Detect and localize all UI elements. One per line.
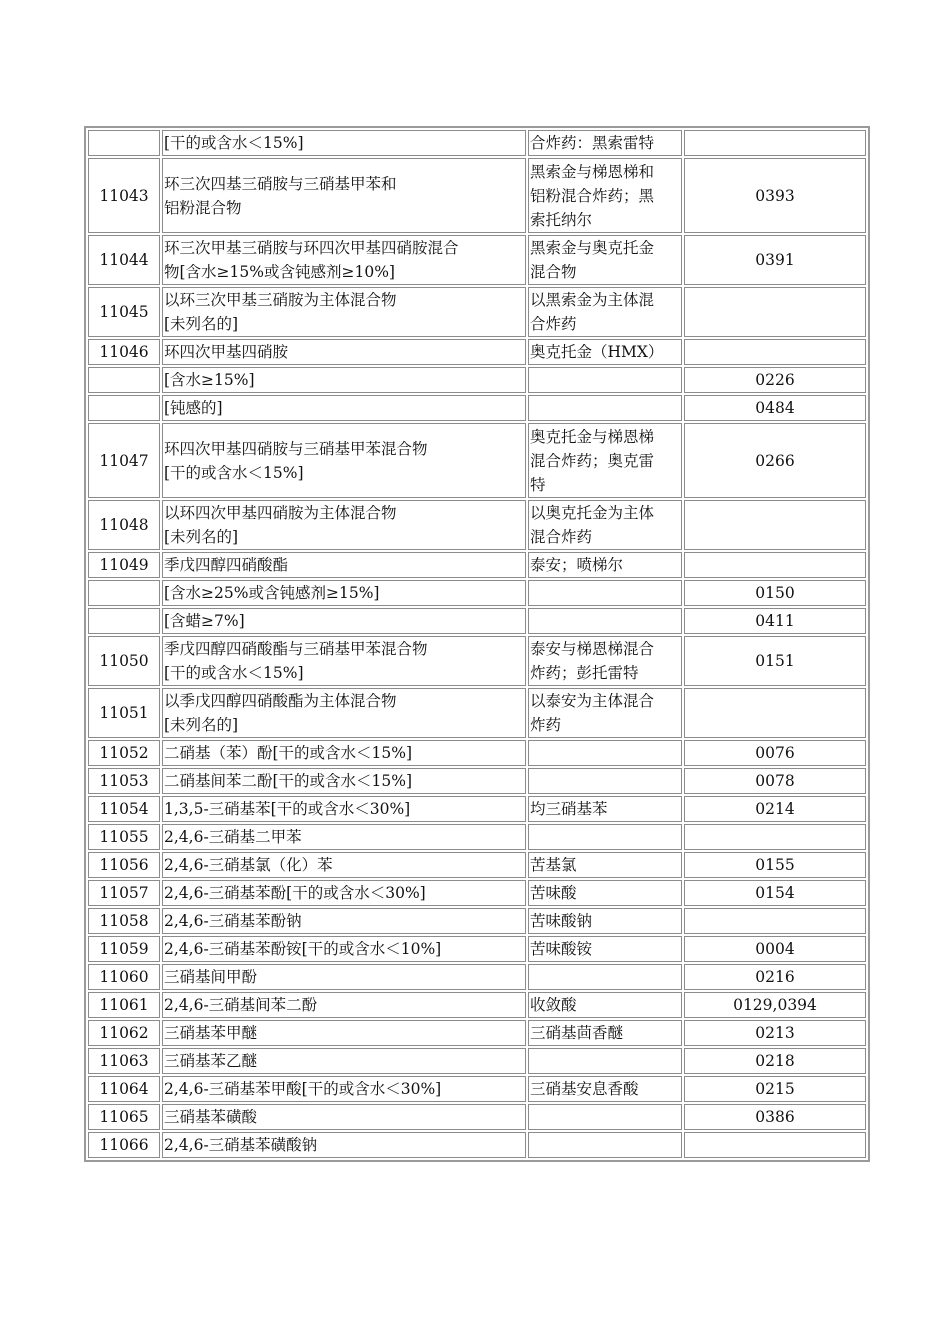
table-row xyxy=(88,552,866,578)
num-text: 11058 xyxy=(99,912,149,930)
alias-name-cell xyxy=(528,235,682,285)
alias-name-cell xyxy=(528,740,682,766)
alias-name-cell xyxy=(528,339,682,365)
product-name-cell xyxy=(162,423,526,498)
un-code-cell xyxy=(684,1048,866,1074)
table-row xyxy=(88,768,866,794)
table-row xyxy=(88,130,866,156)
item-number-cell xyxy=(88,1048,160,1074)
item-number-cell xyxy=(88,796,160,822)
num-text: 11054 xyxy=(99,800,149,818)
name-text-line: 铝粉混合物 xyxy=(164,198,242,217)
alias-text-line: 索托纳尔 xyxy=(530,210,593,229)
item-number-cell xyxy=(88,339,160,365)
un-code-cell xyxy=(684,580,866,606)
alias-text-line: 以泰安为主体混合 xyxy=(530,692,655,710)
item-number-cell xyxy=(88,852,160,878)
name-text-line: 2,4,6-三硝基苯磺酸钠 xyxy=(164,1136,318,1154)
code-text: 0155 xyxy=(755,856,795,874)
table-row xyxy=(88,1048,866,1074)
alias-text-line: 三硝基茴香醚 xyxy=(530,1024,624,1042)
product-name-cell xyxy=(162,636,526,686)
un-code-cell xyxy=(684,964,866,990)
alias-name-cell xyxy=(528,880,682,906)
product-name-cell xyxy=(162,367,526,393)
code-text: 0078 xyxy=(755,772,795,790)
item-number-cell xyxy=(88,130,160,156)
alias-text-line: 特 xyxy=(530,475,546,494)
item-number-cell xyxy=(88,608,160,634)
product-name-cell xyxy=(162,1076,526,1102)
item-number-cell xyxy=(88,235,160,285)
alias-text-line: 苦基氯 xyxy=(530,856,577,874)
name-text-line: 季戊四醇四硝酸酯与三硝基甲苯混合物 xyxy=(164,640,428,658)
item-number-cell xyxy=(88,552,160,578)
product-name-cell xyxy=(162,936,526,962)
item-number-cell xyxy=(88,636,160,686)
alias-text-line: 以奥克托金为主体 xyxy=(530,504,655,522)
table-row xyxy=(88,796,866,822)
table-row xyxy=(88,339,866,365)
table-row xyxy=(88,500,866,550)
un-code-cell xyxy=(684,552,866,578)
un-code-cell xyxy=(684,1104,866,1130)
table-row xyxy=(88,1132,866,1158)
name-text-line: 环三次四基三硝胺与三硝基甲苯和 xyxy=(164,174,397,193)
code-text: 0214 xyxy=(755,800,795,818)
alias-text-line: 黑索金与奥克托金 xyxy=(530,239,655,257)
item-number-cell xyxy=(88,688,160,738)
un-code-cell xyxy=(684,1076,866,1102)
item-number-cell xyxy=(88,287,160,337)
code-text: 0215 xyxy=(755,1080,795,1098)
alias-name-cell xyxy=(528,367,682,393)
product-name-cell xyxy=(162,500,526,550)
alias-name-cell xyxy=(528,1132,682,1158)
alias-text-line: 苦味酸钠 xyxy=(530,912,593,930)
un-code-cell xyxy=(684,423,866,498)
table-row xyxy=(88,1076,866,1102)
un-code-cell xyxy=(684,1132,866,1158)
product-name-cell xyxy=(162,908,526,934)
item-number-cell xyxy=(88,768,160,794)
table-row xyxy=(88,880,866,906)
name-text-line: 三硝基间甲酚 xyxy=(164,968,258,986)
table-row xyxy=(88,158,866,233)
name-text-line: 2,4,6-三硝基苯甲酸[干的或含水＜30%] xyxy=(164,1080,442,1098)
alias-name-cell xyxy=(528,580,682,606)
alias-text-line: 泰安与梯恩梯混合 xyxy=(530,640,655,658)
table-row xyxy=(88,852,866,878)
alias-text-line: 泰安；喷梯尔 xyxy=(530,556,624,574)
num-text: 11050 xyxy=(99,652,149,670)
table-row xyxy=(88,580,866,606)
code-text: 0226 xyxy=(755,371,795,389)
table-row xyxy=(88,367,866,393)
code-text: 0004 xyxy=(755,940,795,958)
name-text-line: 物[含水≥15%或含钝感剂≥10%] xyxy=(164,263,395,281)
item-number-cell xyxy=(88,1104,160,1130)
name-text-line: [未列名的] xyxy=(164,716,239,734)
num-text: 11061 xyxy=(99,996,149,1014)
alias-name-cell xyxy=(528,936,682,962)
alias-text-line: 混合炸药；奥克雷 xyxy=(530,451,655,470)
table-body xyxy=(88,130,866,1158)
alias-name-cell xyxy=(528,1020,682,1046)
code-text: 0266 xyxy=(755,451,795,470)
name-text-line: [含蜡≥7%] xyxy=(164,612,245,630)
product-name-cell xyxy=(162,796,526,822)
name-text-line: 环四次甲基四硝胺与三硝基甲苯混合物 xyxy=(164,439,428,458)
name-text-line: 以季戊四醇四硝酸酯为主体混合物 xyxy=(164,692,397,710)
product-name-cell xyxy=(162,339,526,365)
table-row xyxy=(88,636,866,686)
code-text: 0393 xyxy=(755,186,795,205)
num-text: 11044 xyxy=(99,251,149,269)
alias-name-cell xyxy=(528,688,682,738)
table-row xyxy=(88,908,866,934)
name-text-line: [含水≥25%或含钝感剂≥15%] xyxy=(164,584,380,602)
alias-name-cell xyxy=(528,824,682,850)
code-text: 0154 xyxy=(755,884,795,902)
alias-name-cell xyxy=(528,908,682,934)
un-code-cell xyxy=(684,1020,866,1046)
product-name-cell xyxy=(162,130,526,156)
product-name-cell xyxy=(162,1048,526,1074)
num-text: 11049 xyxy=(99,556,149,574)
name-text-line: 以环四次甲基四硝胺为主体混合物 xyxy=(164,504,397,522)
num-text: 11066 xyxy=(99,1136,149,1154)
table-row xyxy=(88,287,866,337)
num-text: 11062 xyxy=(99,1024,149,1042)
item-number-cell xyxy=(88,740,160,766)
alias-text-line: 炸药 xyxy=(530,716,562,734)
item-number-cell xyxy=(88,908,160,934)
un-code-cell xyxy=(684,158,866,233)
alias-text-line: 炸药；彭托雷特 xyxy=(530,664,639,682)
item-number-cell xyxy=(88,158,160,233)
product-name-cell xyxy=(162,235,526,285)
alias-text-line: 奥克托金（HMX） xyxy=(530,343,664,361)
item-number-cell xyxy=(88,824,160,850)
alias-name-cell xyxy=(528,287,682,337)
num-text: 11063 xyxy=(99,1052,149,1070)
product-name-cell xyxy=(162,688,526,738)
num-text: 11065 xyxy=(99,1108,149,1126)
code-text: 0391 xyxy=(755,251,795,269)
name-text-line: 2,4,6-三硝基间苯二酚 xyxy=(164,996,318,1014)
alias-text-line: 混合物 xyxy=(530,263,577,281)
code-text: 0218 xyxy=(755,1052,795,1070)
name-text-line: 2,4,6-三硝基二甲苯 xyxy=(164,828,302,846)
product-name-cell xyxy=(162,287,526,337)
item-number-cell xyxy=(88,395,160,421)
alias-text-line: 混合炸药 xyxy=(530,528,593,546)
num-text: 11052 xyxy=(99,744,149,762)
table-row xyxy=(88,395,866,421)
name-text-line: 三硝基苯甲醚 xyxy=(164,1024,258,1042)
code-text: 0076 xyxy=(755,744,795,762)
product-name-cell xyxy=(162,1020,526,1046)
alias-name-cell xyxy=(528,636,682,686)
code-text: 0129,0394 xyxy=(733,996,817,1014)
item-number-cell xyxy=(88,936,160,962)
item-number-cell xyxy=(88,880,160,906)
num-text: 11046 xyxy=(99,343,149,361)
item-number-cell xyxy=(88,580,160,606)
alias-name-cell xyxy=(528,500,682,550)
item-number-cell xyxy=(88,1076,160,1102)
un-code-cell xyxy=(684,880,866,906)
num-text: 11047 xyxy=(99,451,149,470)
num-text: 11064 xyxy=(99,1080,149,1098)
num-text: 11055 xyxy=(99,828,149,846)
product-name-cell xyxy=(162,824,526,850)
dangerous-goods-table xyxy=(84,126,870,1162)
name-text-line: 环三次甲基三硝胺与环四次甲基四硝胺混合 xyxy=(164,239,459,257)
table-row xyxy=(88,740,866,766)
alias-name-cell xyxy=(528,158,682,233)
alias-name-cell xyxy=(528,423,682,498)
product-name-cell xyxy=(162,992,526,1018)
alias-text-line: 均三硝基苯 xyxy=(530,800,608,818)
alias-name-cell xyxy=(528,130,682,156)
alias-name-cell xyxy=(528,395,682,421)
num-text: 11059 xyxy=(99,940,149,958)
alias-name-cell xyxy=(528,964,682,990)
name-text-line: 2,4,6-三硝基苯酚钠 xyxy=(164,912,302,930)
alias-name-cell xyxy=(528,992,682,1018)
name-text-line: 以环三次甲基三硝胺为主体混合物 xyxy=(164,291,397,309)
alias-name-cell xyxy=(528,1048,682,1074)
product-name-cell xyxy=(162,608,526,634)
alias-name-cell xyxy=(528,1104,682,1130)
name-text-line: 2,4,6-三硝基苯酚[干的或含水＜30%] xyxy=(164,884,426,902)
un-code-cell xyxy=(684,636,866,686)
item-number-cell xyxy=(88,1020,160,1046)
num-text: 11045 xyxy=(99,303,149,321)
table-row xyxy=(88,235,866,285)
code-text: 0484 xyxy=(755,399,795,417)
num-text: 11053 xyxy=(99,772,149,790)
name-text-line: 三硝基苯磺酸 xyxy=(164,1108,258,1126)
un-code-cell xyxy=(684,367,866,393)
item-number-cell xyxy=(88,367,160,393)
name-text-line: 季戊四醇四硝酸酯 xyxy=(164,556,289,574)
code-text: 0386 xyxy=(755,1108,795,1126)
document-page xyxy=(84,126,864,1162)
num-text: 11043 xyxy=(99,186,149,205)
alias-name-cell xyxy=(528,552,682,578)
item-number-cell xyxy=(88,964,160,990)
table-row xyxy=(88,608,866,634)
alias-name-cell xyxy=(528,796,682,822)
product-name-cell xyxy=(162,1104,526,1130)
un-code-cell xyxy=(684,608,866,634)
un-code-cell xyxy=(684,796,866,822)
table-row xyxy=(88,423,866,498)
alias-text-line: 苦味酸铵 xyxy=(530,940,593,958)
un-code-cell xyxy=(684,500,866,550)
un-code-cell xyxy=(684,235,866,285)
alias-text-line: 三硝基安息香酸 xyxy=(530,1080,639,1098)
product-name-cell xyxy=(162,580,526,606)
name-text-line: 三硝基苯乙醚 xyxy=(164,1052,258,1070)
name-text-line: 2,4,6-三硝基氯（化）苯 xyxy=(164,856,333,874)
un-code-cell xyxy=(684,936,866,962)
product-name-cell xyxy=(162,395,526,421)
product-name-cell xyxy=(162,852,526,878)
name-text-line: [未列名的] xyxy=(164,528,239,546)
name-text-line: [干的或含水＜15%] xyxy=(164,463,304,482)
name-text-line: 二硝基（苯）酚[干的或含水＜15%] xyxy=(164,744,413,762)
un-code-cell xyxy=(684,740,866,766)
un-code-cell xyxy=(684,992,866,1018)
product-name-cell xyxy=(162,1132,526,1158)
alias-text-line: 苦味酸 xyxy=(530,884,577,902)
table-row xyxy=(88,824,866,850)
name-text-line: [干的或含水＜15%] xyxy=(164,134,304,152)
alias-text-line: 以黑索金为主体混 xyxy=(530,291,655,309)
name-text-line: 环四次甲基四硝胺 xyxy=(164,343,289,361)
un-code-cell xyxy=(684,908,866,934)
product-name-cell xyxy=(162,552,526,578)
alias-text-line: 合炸药：黑索雷特 xyxy=(530,134,655,152)
name-text-line: [钝感的] xyxy=(164,399,223,417)
item-number-cell xyxy=(88,992,160,1018)
table-row xyxy=(88,1104,866,1130)
product-name-cell xyxy=(162,740,526,766)
un-code-cell xyxy=(684,130,866,156)
code-text: 0411 xyxy=(755,612,795,630)
alias-name-cell xyxy=(528,852,682,878)
name-text-line: [未列名的] xyxy=(164,315,239,333)
alias-text-line: 铝粉混合炸药；黑 xyxy=(530,186,655,205)
alias-text-line: 合炸药 xyxy=(530,315,577,333)
num-text: 11048 xyxy=(99,516,149,534)
product-name-cell xyxy=(162,768,526,794)
code-text: 0216 xyxy=(755,968,795,986)
alias-text-line: 黑索金与梯恩梯和 xyxy=(530,162,655,181)
un-code-cell xyxy=(684,768,866,794)
item-number-cell xyxy=(88,423,160,498)
table-row xyxy=(88,1020,866,1046)
name-text-line: [含水≥15%] xyxy=(164,371,255,389)
item-number-cell xyxy=(88,500,160,550)
alias-text-line: 奥克托金与梯恩梯 xyxy=(530,427,655,446)
name-text-line: 二硝基间苯二酚[干的或含水＜15%] xyxy=(164,772,413,790)
item-number-cell xyxy=(88,1132,160,1158)
un-code-cell xyxy=(684,287,866,337)
name-text-line: 2,4,6-三硝基苯酚铵[干的或含水＜10%] xyxy=(164,940,442,958)
un-code-cell xyxy=(684,852,866,878)
alias-name-cell xyxy=(528,768,682,794)
un-code-cell xyxy=(684,688,866,738)
name-text-line: 1,3,5-三硝基苯[干的或含水＜30%] xyxy=(164,800,411,818)
product-name-cell xyxy=(162,880,526,906)
table-row xyxy=(88,964,866,990)
table-row xyxy=(88,688,866,738)
code-text: 0151 xyxy=(755,652,795,670)
num-text: 11057 xyxy=(99,884,149,902)
un-code-cell xyxy=(684,824,866,850)
code-text: 0150 xyxy=(755,584,795,602)
un-code-cell xyxy=(684,339,866,365)
name-text-line: [干的或含水＜15%] xyxy=(164,664,304,682)
table-row xyxy=(88,992,866,1018)
un-code-cell xyxy=(684,395,866,421)
alias-name-cell xyxy=(528,1076,682,1102)
product-name-cell xyxy=(162,158,526,233)
alias-text-line: 收敛酸 xyxy=(530,996,577,1014)
table-row xyxy=(88,936,866,962)
num-text: 11051 xyxy=(99,704,149,722)
alias-name-cell xyxy=(528,608,682,634)
product-name-cell xyxy=(162,964,526,990)
code-text: 0213 xyxy=(755,1024,795,1042)
num-text: 11060 xyxy=(99,968,149,986)
num-text: 11056 xyxy=(99,856,149,874)
